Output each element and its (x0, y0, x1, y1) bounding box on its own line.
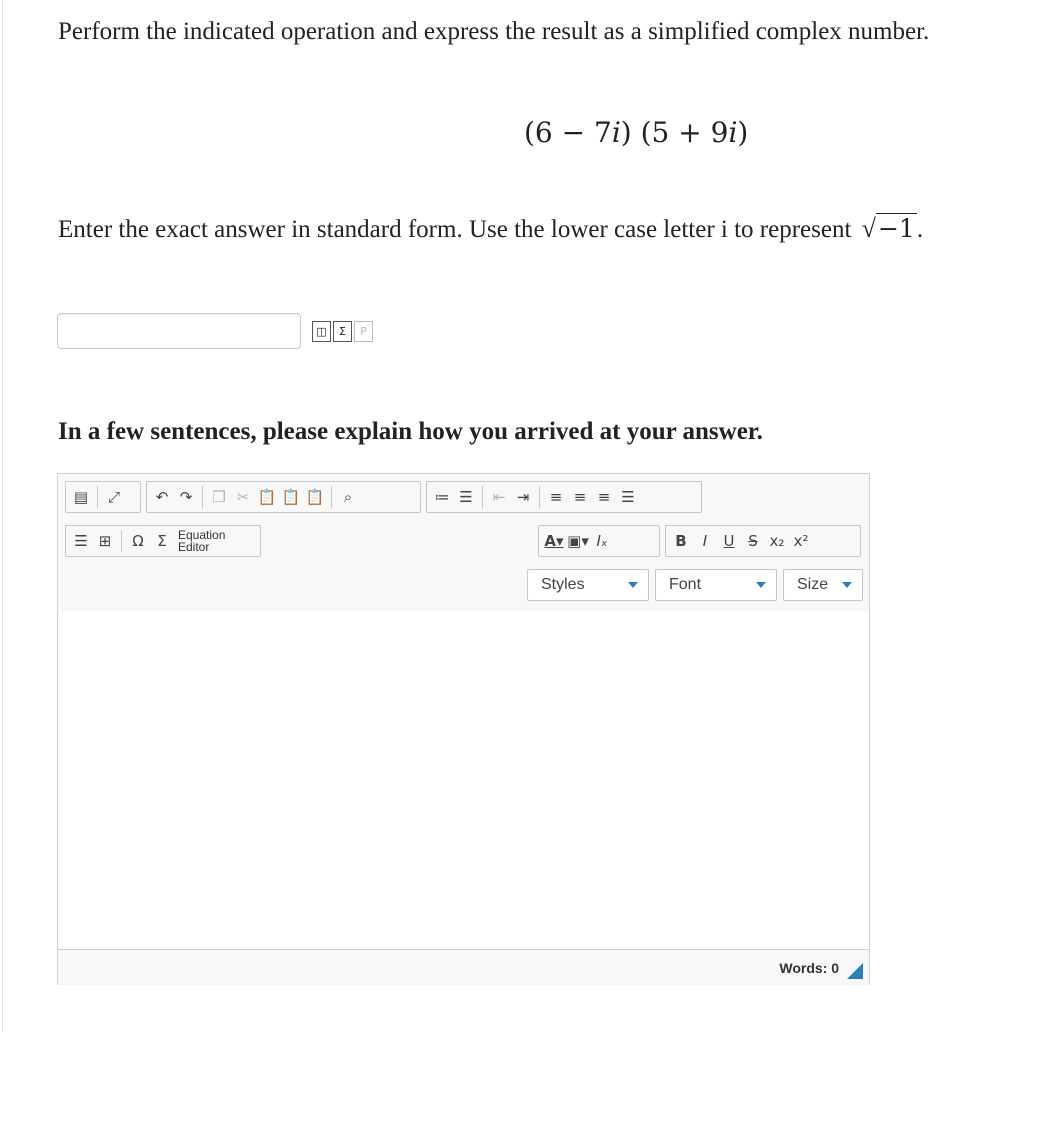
toolbar-group-colors (538, 525, 660, 557)
rich-text-editor (57, 473, 870, 985)
font-dropdown[interactable]: Font (655, 569, 777, 601)
special-char-icon[interactable]: Ω (132, 532, 144, 550)
paste-icon[interactable]: 📋 (257, 488, 277, 506)
editor-statusbar (58, 949, 869, 985)
numbered-list-icon[interactable]: ≔ (434, 488, 450, 506)
underline-icon[interactable]: U (723, 532, 735, 550)
word-count: Words: 0 (779, 960, 839, 976)
paste-text-icon[interactable]: 📋 (281, 488, 301, 506)
help-icon[interactable]: P (354, 321, 373, 342)
toolbar-group-clipboard (146, 481, 421, 513)
toolbar-group-paragraph (426, 481, 702, 513)
editor-toolbar (58, 474, 869, 612)
size-dropdown[interactable]: Size (783, 569, 863, 601)
answer-input[interactable] (57, 313, 301, 349)
chevron-down-icon (628, 582, 638, 588)
answer-instruction: Enter the exact answer in standard form. Use the lower case letter i to represent √−1. (58, 214, 924, 243)
increase-indent-icon[interactable]: ⇥ (516, 488, 530, 506)
bulleted-list-icon[interactable]: ☰ (459, 488, 473, 506)
chevron-down-icon (756, 582, 766, 588)
toolbar-group-insert (65, 525, 261, 557)
decrease-indent-icon[interactable]: ⇤ (492, 488, 506, 506)
toolbar-group-view (65, 481, 141, 513)
undo-icon[interactable]: ↶ (155, 488, 169, 506)
bold-icon[interactable]: B (675, 532, 687, 550)
copy-icon[interactable]: ❐ (212, 488, 226, 506)
left-border (2, 0, 3, 1032)
preview-icon[interactable]: ◫ (312, 321, 331, 342)
show-blocks-icon[interactable]: ▤ (73, 488, 89, 506)
equation-editor-icon[interactable]: Σ (157, 532, 167, 550)
resize-handle-icon[interactable] (847, 963, 863, 979)
align-center-icon[interactable]: ≡ (573, 488, 587, 506)
editor-content-area[interactable] (58, 611, 869, 949)
align-right-icon[interactable]: ≡ (597, 488, 611, 506)
sqrt-minus-one: √−1 (861, 214, 915, 243)
styles-dropdown[interactable]: Styles (527, 569, 649, 601)
equation-icon[interactable]: Σ (333, 321, 352, 342)
justify-icon[interactable]: ☰ (621, 488, 635, 506)
align-left-icon[interactable]: ≡ (549, 488, 563, 506)
question-prompt: Perform the indicated operation and express the result as a simplified complex number. (58, 18, 930, 45)
horizontal-line-icon[interactable]: ☰ (74, 532, 88, 550)
answer-tools (312, 321, 373, 342)
strikethrough-icon[interactable]: S (748, 532, 758, 550)
maximize-icon[interactable]: ⤢ (107, 488, 120, 506)
find-icon[interactable]: ⌕ (343, 488, 353, 506)
equation-editor-button[interactable]: Equation Editor (178, 528, 226, 554)
redo-icon[interactable]: ↷ (179, 488, 193, 506)
background-color-icon[interactable]: ▣▾ (567, 532, 589, 550)
superscript-icon[interactable]: x² (793, 532, 809, 550)
text-color-icon[interactable]: A▾ (544, 532, 564, 550)
remove-format-icon[interactable]: Iₓ (596, 532, 608, 550)
cut-icon[interactable]: ✂ (236, 488, 250, 506)
subscript-icon[interactable]: x₂ (769, 532, 785, 550)
table-icon[interactable]: ⊞ (98, 532, 112, 550)
paste-word-icon[interactable]: 📋 (305, 488, 325, 506)
toolbar-group-basic-styles (665, 525, 861, 557)
italic-icon[interactable]: I (702, 532, 708, 550)
explain-prompt: In a few sentences, please explain how you arrived at your answer. (58, 418, 763, 445)
chevron-down-icon (842, 582, 852, 588)
math-expression: (6 − 7i) (5 + 9i) (524, 116, 749, 149)
